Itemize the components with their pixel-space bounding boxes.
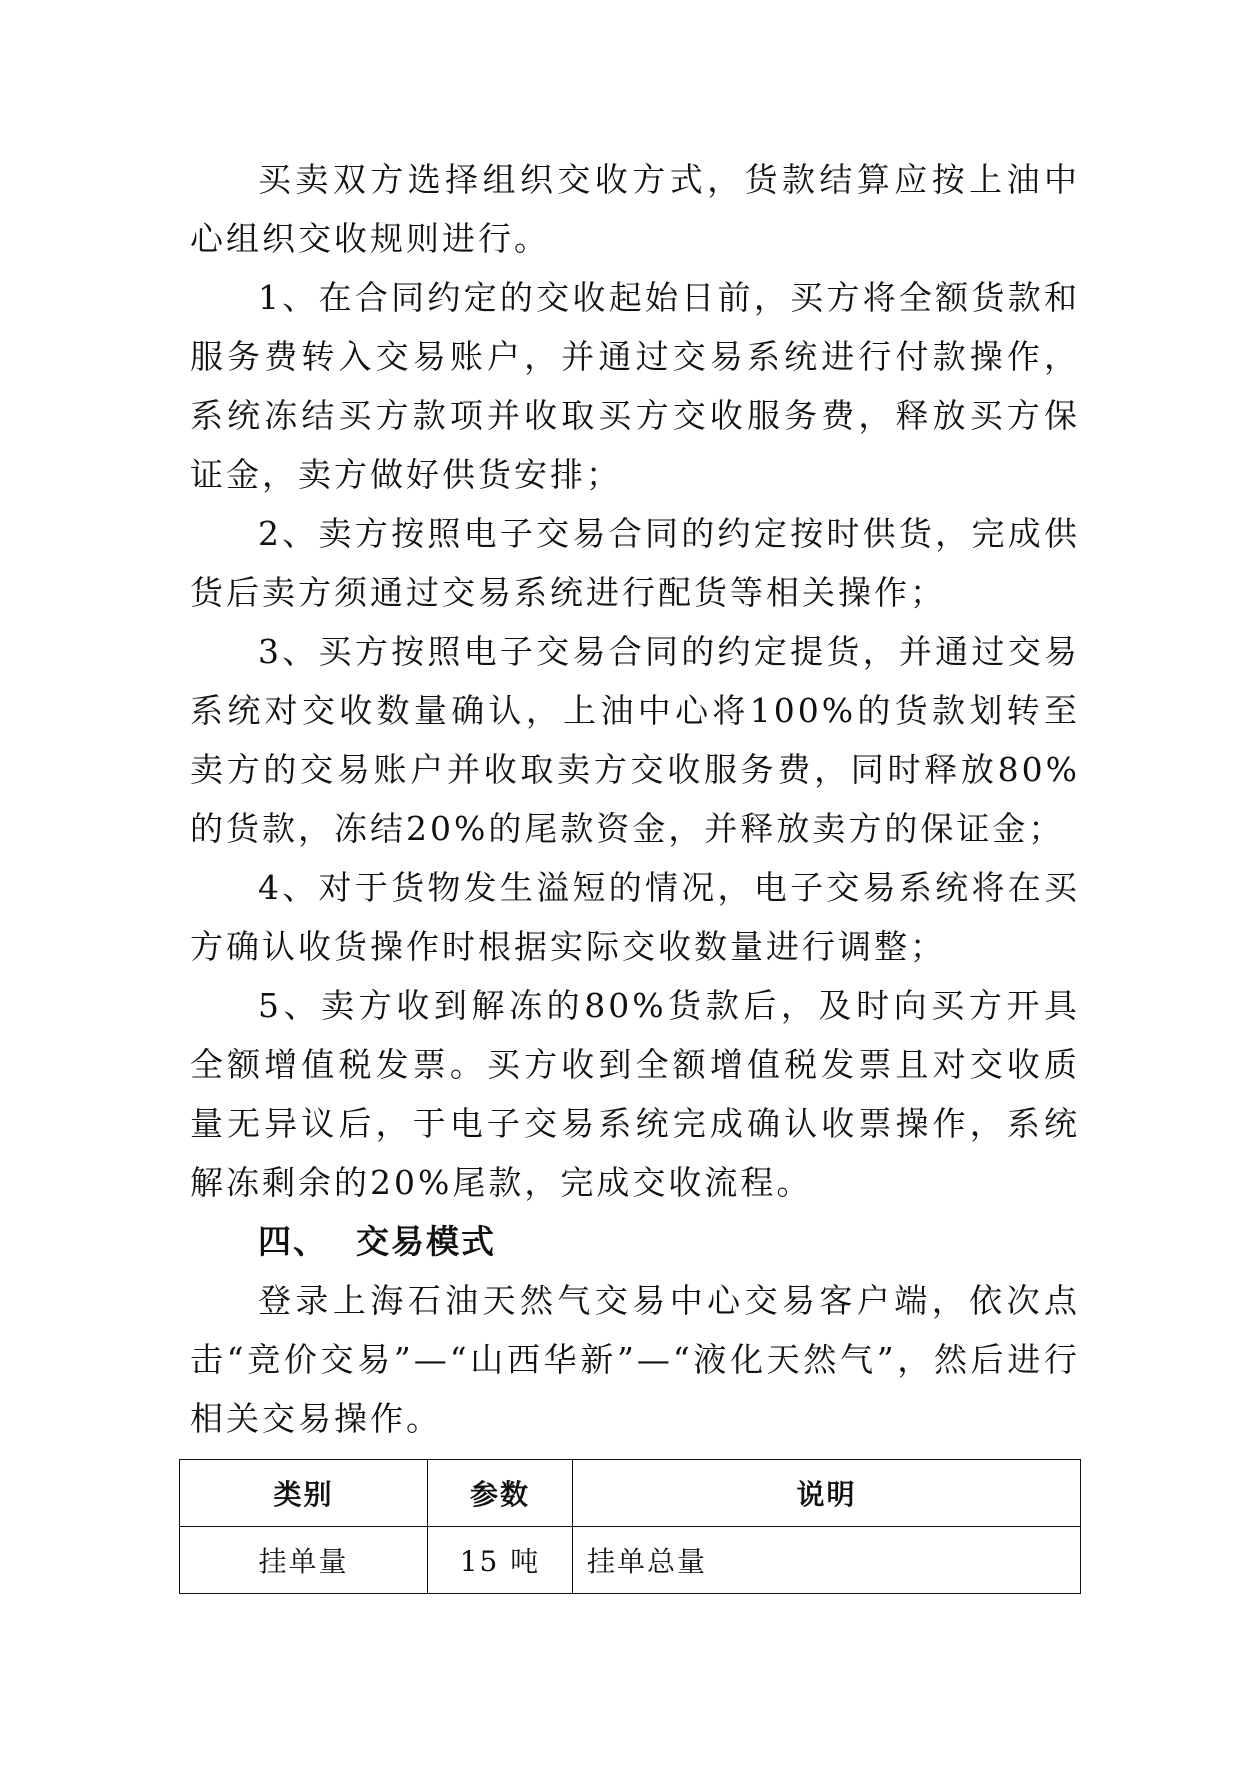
header-parameter: 参数 — [428, 1460, 573, 1527]
paragraph-step-3: 3、买方按照电子交易合同的约定提货，并通过交易系统对交收数量确认，上油中心将100%的货款划转至卖方的交易账户并收取卖方交收服务费，同时释放80%的货款，冻结20%的尾款资金，并释放卖方的保证金； — [190, 632, 1080, 848]
cell-description: 挂单总量 — [573, 1527, 1081, 1594]
header-description: 说明 — [573, 1460, 1081, 1527]
table-row — [180, 1527, 1081, 1594]
header-category: 类别 — [180, 1460, 428, 1527]
cell-category: 挂单量 — [180, 1527, 428, 1594]
paragraph-step-1: 1、在合同约定的交收起始日前，买方将全额货款和服务费转入交易账户，并通过交易系统进行付款操作，系统冻结买方款项并收取买方交收服务费，释放买方保证金，卖方做好供货安排； — [190, 278, 1080, 494]
section-heading — [190, 1212, 1080, 1271]
section-title: 交易模式 — [356, 1222, 496, 1261]
paragraph-settlement-intro: 买卖双方选择组织交收方式，货款结算应按上油中心组织交收规则进行。 — [190, 160, 1080, 258]
section-number: 四、 — [258, 1222, 328, 1261]
paragraph-step-2: 2、卖方按照电子交易合同的约定按时供货，完成供货后卖方须通过交易系统进行配货等相关操作； — [190, 514, 1080, 612]
paragraph-step-4: 4、对于货物发生溢短的情况，电子交易系统将在买方确认收货操作时根据实际交收数量进行调整； — [190, 868, 1080, 966]
document-body — [190, 150, 1080, 1448]
paragraph-trading-mode: 登录上海石油天然气交易中心交易客户端，依次点击“竞价交易”—“山西华新”—“液化天然气”，然后进行相关交易操作。 — [190, 1281, 1080, 1438]
table-header-row — [180, 1460, 1081, 1527]
parameter-table — [179, 1459, 1081, 1594]
cell-parameter: 15 吨 — [428, 1527, 573, 1594]
paragraph-step-5: 5、卖方收到解冻的80%货款后，及时向买方开具全额增值税发票。买方收到全额增值税发票且对交收质量无异议后，于电子交易系统完成确认收票操作，系统解冻剩余的20%尾款，完成交收流程。 — [190, 986, 1080, 1202]
